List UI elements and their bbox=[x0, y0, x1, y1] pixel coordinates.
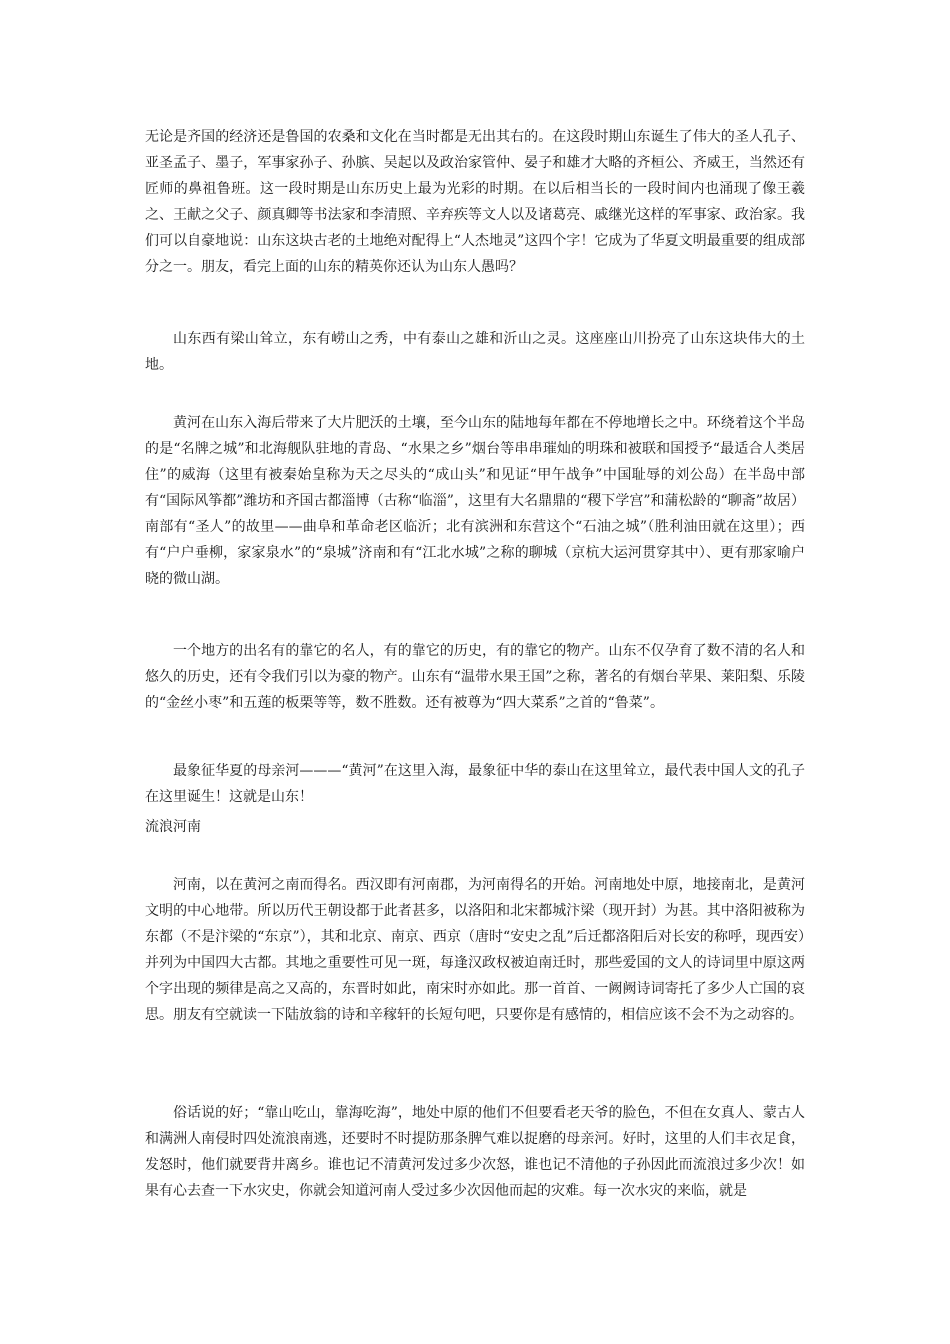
paragraph-shandong-mountains: 山东西有梁山耸立，东有崂山之秀，中有泰山之雄和沂山之灵。这座座山川扮亮了山东这块伟大的土地。 bbox=[145, 331, 805, 373]
paragraph-shandong-figures: 无论是齐国的经济还是鲁国的农桑和文化在当时都是无出其右的。在这段时期山东诞生了伟大的圣人孔子、亚圣孟子、墨子，军事家孙子、孙膑、吴起以及政治家管仲、晏子和雄才大略的齐桓公、齐威王，当然还有匠师的鼻祖鲁班。这一段时期是山东历史上最为光彩的时期。在以后相当长的一段时间内也涌现了像王羲之、王献之父子、颜真卿等书法家和李清照、辛弃疾等文人以及诸葛亮、戚继光这样的军事家、政治家。我们可以自豪地说：山东这块古老的土地绝对配得上“人杰地灵”这四个字！它成为了华夏文明最重要的组成部分之一。朋友，看完上面的山东的精英你还认为山东人愚吗？ bbox=[145, 129, 805, 275]
paragraph-shandong-products: 一个地方的出名有的靠它的名人，有的靠它的历史，有的靠它的物产。山东不仅孕育了数不清的名人和悠久的历史，还有令我们引以为豪的物产。山东有“温带水果王国”之称，著名的有烟台苹果、莱阳梨、乐陵的“金丝小枣”和五莲的板栗等等，数不胜数。还有被尊为“四大菜系”之首的“鲁菜”。 bbox=[145, 643, 805, 711]
section-heading-henan: 流浪河南 bbox=[145, 819, 201, 835]
paragraph-henan-floods: 俗话说的好；“靠山吃山，靠海吃海”，地处中原的他们不但要看老天爷的脸色，不但在女真人、蒙古人和满洲人南侵时四处流浪南逃，还要时不时提防那条脾气难以捉磨的母亲河。好时，这里的人们丰衣足食，发怒时，他们就要背井离乡。谁也记不清黄河发过多少次怒，谁也记不清他的子孙因此而流浪过多少次！如果有心去查一下水灾史，你就会知道河南人受过多少次因他而起的灾难。每一次水灾的来临，就是 bbox=[145, 1105, 805, 1199]
paragraph-shandong-summary: 最象征华夏的母亲河———“黄河”在这里入海，最象征中华的泰山在这里耸立，最代表中国人文的孔子在这里诞生！这就是山东！ bbox=[145, 763, 805, 805]
paragraph-shandong-cities: 黄河在山东入海后带来了大片肥沃的土壤，至今山东的陆地每年都在不停地增长之中。环绕着这个半岛的是“名牌之城”和北海舰队驻地的青岛、“水果之乡”烟台等串串璀灿的明珠和被联和国授予“最适合人类居住”的威海（这里有被秦始皇称为天之尽头的“成山头”和见证“甲午战争”中国耻辱的刘公岛）在半岛中部有“国际风筝都”潍坊和齐国古都淄博（古称“临淄”，这里有大名鼎鼎的“稷下学宫”和蒲松龄的“聊斋”故居）南部有“圣人”的故里——曲阜和革命老区临沂；北有滨洲和东营这个“石油之城”（胜利油田就在这里）；西有“户户垂柳，家家泉水”的“泉城”济南和有“江北水城”之称的聊城（京杭大运河贯穿其中）、更有那家喻户晓的微山湖。 bbox=[145, 415, 805, 587]
paragraph-henan-history: 河南，以在黄河之南而得名。西汉即有河南郡，为河南得名的开始。河南地处中原，地接南北，是黄河文明的中心地带。所以历代王朝设都于此者甚多，以洛阳和北宋都城汴梁（现开封）为甚。其中洛阳被称为东都（不是汴梁的“东京”），其和北京、南京、西京（唐时“安史之乱”后迁都洛阳后对长安的称呼，现西安）并列为中国四大古都。其地之重要性可见一斑，每逢汉政权被迫南迁时，那些爱国的文人的诗词里中原这两个字出现的频律是高之又高的，东晋时如此，南宋时亦如此。那一首首、一阙阙诗词寄托了多少人亡国的哀思。朋友有空就读一下陆放翁的诗和辛稼轩的长短句吧，只要你是有感情的，相信应该不会不为之动容的。 bbox=[145, 877, 805, 1023]
